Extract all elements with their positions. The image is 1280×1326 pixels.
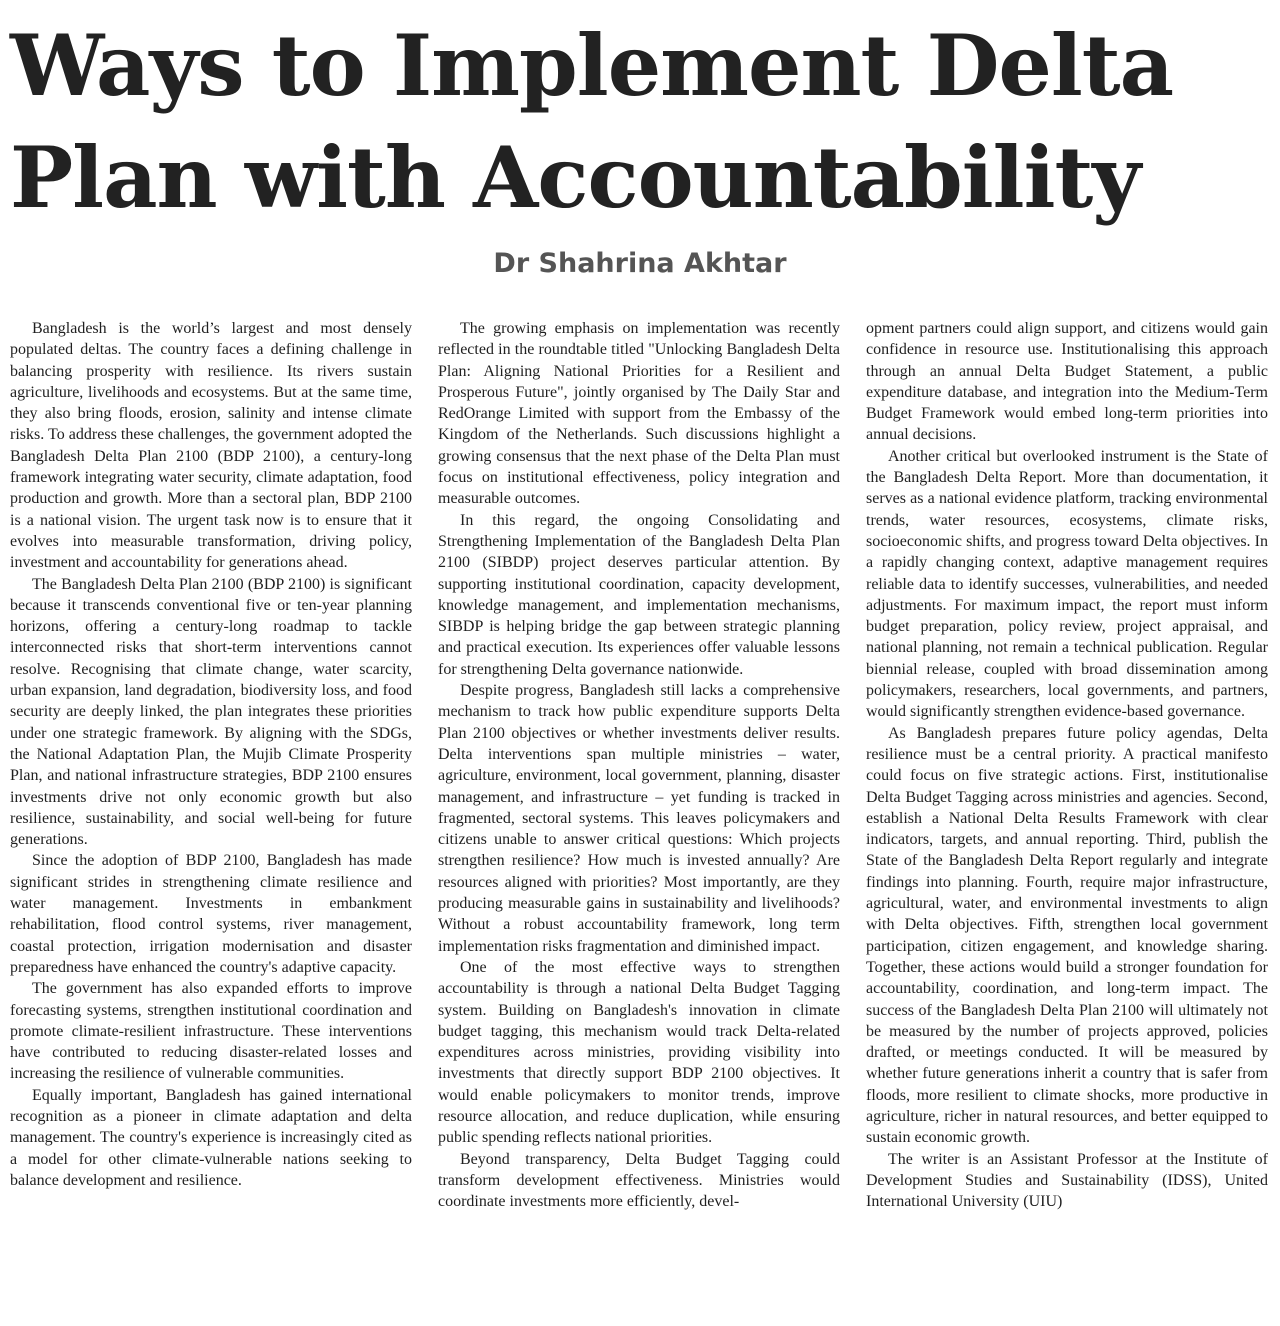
headline-line-2: Plan with Accountability bbox=[10, 128, 1141, 227]
byline: Dr Shahrina Akhtar bbox=[493, 248, 787, 279]
paragraph: The government has also expanded efforts to improve forecasting systems, strengthen institutional coordination and promote climate-resilient infrastructure. These interventions have contributed to reducing disaster-related losses and increasing the resilience of vulnerable communities. bbox=[10, 980, 412, 1083]
headline bbox=[10, 10, 1272, 234]
paragraph: As Bangladesh prepares future policy agendas, Delta resilience must be a central priority. A practical manifesto could focus on five strategic actions. First, institutionalise Delta Budget Tagging across ministries and agencies. Second, establish a National Delta Results Framework with clear indicators, targets, and annual reporting. Third, publish the State of the Bangladesh Delta Report regularly and integrate findings into planning. Fourth, require major infrastructure, agricultural, water, and environmental investments to align with Delta objectives. Fifth, strengthen local government participation, citizen engagement, and knowledge sharing. Together, these actions would build a stronger foundation for accountability, coordination, and long-term impact. The success of the Bangladesh Delta Plan 2100 will ultimately not be measured by the number of projects approved, policies drafted, or meetings conducted. It will be measured by whether future generations inherit a country that is safer from floods, more resilient to climate shocks, more productive in agriculture, richer in natural resources, and better equipped to sustain economic growth. bbox=[866, 724, 1268, 1147]
paragraph: Despite progress, Bangladesh still lacks a comprehensive mechanism to track how public expenditure supports Delta Plan 2100 objectives or whether investments deliver results. Delta interventions span multiple ministries – water, agriculture, environment, local government, planning, disaster management, and infrastructure – yet funding is tracked in fragmented, sectoral systems. This leaves policymakers and citizens unable to answer critical questions: Which projects strengthen resilience? How much is invested annually? Are resources aligned with priorities? Most importantly, are they producing measurable gains in sustainability and livelihoods? Without a robust accountability framework, long term implementation risks fragmentation and diminished impact. bbox=[438, 682, 840, 955]
paragraph-continued: opment partners could align support, and citizens would gain confidence in resource use. Institutionalising this approach through an annual Delta Budget Statement, a public expenditure database, and integration into the Medium-Term Budget Framework would embed long-term priorities into annual decisions. bbox=[866, 320, 1268, 444]
headline-line-1: Ways to Implement Delta bbox=[10, 16, 1174, 115]
paragraph: Equally important, Bangladesh has gained international recognition as a pioneer in climate adaptation and delta management. The country's experience is increasingly cited as a model for other climate-vulnerable nations seeking to balance development and resilience. bbox=[10, 1086, 412, 1189]
paragraph: One of the most effective ways to strengthen accountability is through a national Delta Budget Tagging system. Building on Bangladesh's innovation in climate budget tagging, this mechanism would track Delta-related expenditures across ministries, providing visibility into investments that directly support BDP 2100 objectives. It would enable policymakers to monitor trends, improve resource allocation, and reduce duplication, while ensuring public spending reflects national priorities. bbox=[438, 958, 840, 1147]
paragraph: Since the adoption of BDP 2100, Bangladesh has made significant strides in strengthening climate resilience and water management. Investments in embankment rehabilitation, flood control systems, river management, coastal protection, irrigation modernisation and disaster preparedness have enhanced the country's adaptive capacity. bbox=[10, 852, 412, 976]
paragraph: The Bangladesh Delta Plan 2100 (BDP 2100) is significant because it transcends conventional five or ten-year planning horizons, offering a century-long roadmap to tackle interconnected risks that short-term interventions cannot resolve. Recognising that climate change, water scarcity, urban expansion, land degradation, biodiversity loss, and food security are deeply linked, the plan integrates these priorities under one strategic framework. By aligning with the SDGs, the National Adaptation Plan, the Mujib Climate Prosperity Plan, and national infrastructure strategies, BDP 2100 ensures investments drive not only economic growth but also resilience, sustainability, and social well-being for future generations. bbox=[10, 575, 412, 849]
paragraph: Bangladesh is the world’s largest and most densely populated deltas. The country faces a defining challenge in balancing prosperity with resilience. Its rivers sustain agriculture, livelihoods and ecosystems. But at the same time, they also bring floods, erosion, salinity and intense climate risks. To address these challenges, the government adopted the Bangladesh Delta Plan 2100 (BDP 2100), a century-long framework integrating water security, climate adaptation, food production and growth. More than a sectoral plan, BDP 2100 is a national vision. The urgent task now is to ensure that it evolves into measurable transformation, driving policy, investment and accountability for generations ahead. bbox=[10, 320, 412, 572]
paragraph: Another critical but overlooked instrument is the State of the Bangladesh Delta Report. More than documentation, it serves as a national evidence platform, tracking environmental trends, water resources, ecosystems, climate risks, socioeconomic shifts, and progress toward Delta objectives. In a rapidly changing context, adaptive management requires reliable data to identify successes, vulnerabilities, and needed adjustments. For maximum impact, the report must inform budget preparation, policy review, project appraisal, and national planning, not remain a technical publication. Regular biennial release, coupled with broad dissemination among policymakers, researchers, local governments, and partners, would significantly strengthen evidence-based governance. bbox=[866, 447, 1268, 721]
column-2 bbox=[438, 318, 840, 1318]
paragraph: The growing emphasis on implementation was recently reflected in the roundtable titled "Unlocking Bangladesh Delta Plan: Aligning National Priorities for a Resilient and Prosperous Future", jointly organised by The Daily Star and RedOrange Limited with support from the Embassy of the Kingdom of the Netherlands. Such discussions highlight a growing consensus that the next phase of the Delta Plan must focus on institutional effectiveness, policy integration and measurable outcomes. bbox=[438, 320, 840, 508]
column-3 bbox=[866, 318, 1268, 1318]
paragraph: In this regard, the ongoing Consolidating and Strengthening Implementation of the Bangladesh Delta Plan 2100 (SIBDP) project deserves particular attention. By supporting institutional coordination, capacity development, knowledge management, and implementation mechanisms, SIBDP is helping bridge the gap between strategic planning and practical execution. Its experiences offer valuable lessons for strengthening Delta governance nationwide. bbox=[438, 511, 840, 678]
author-note: The writer is an Assistant Professor at the Institute of Development Studies and Sustainability (IDSS), United International University (UIU) bbox=[866, 1150, 1268, 1211]
column-1 bbox=[10, 318, 412, 1318]
article-body bbox=[10, 318, 1268, 1318]
paragraph: Beyond transparency, Delta Budget Tagging could transform development effectiveness. Ministries would coordinate investments more efficiently, devel- bbox=[438, 1150, 840, 1211]
